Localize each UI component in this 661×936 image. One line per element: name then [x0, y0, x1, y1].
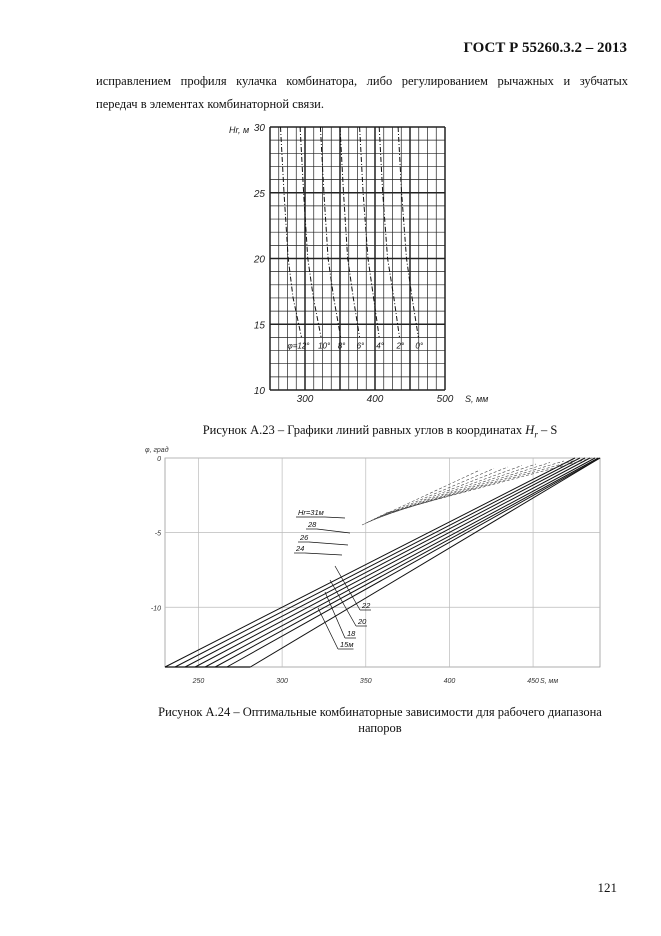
figure-a23-caption-suffix: – S [537, 423, 558, 437]
figure-a24-caption-line-2: напоров [358, 721, 402, 735]
figure-a23-caption-var: H [525, 423, 535, 437]
figure-a24-line [250, 458, 600, 667]
page-number: 121 [597, 880, 617, 895]
figure-a23-ytick: 30 [253, 123, 265, 134]
figure-a23-curve-label: φ=12° [287, 341, 310, 351]
figure-a24-line [205, 458, 595, 667]
figure-a24-lines [165, 458, 600, 667]
figure-a24-line [185, 458, 585, 667]
figure-a24-line [215, 458, 598, 667]
figure-a23-grid [270, 127, 445, 390]
figure-a24-line-label: 26 [300, 533, 309, 542]
figure-a24-caption [130, 704, 630, 736]
figure-a23-curve-label: 2° [396, 341, 405, 351]
figure-a24-xtick: 300 [276, 678, 288, 685]
figure-a23-chart [215, 115, 489, 410]
figure-a23-curve-label: 8° [337, 341, 346, 351]
figure-a24-line [175, 458, 580, 667]
figure-a24-leader [325, 592, 345, 638]
figure-a23-ytick: 20 [253, 254, 265, 266]
figure-a24-line-label: 22 [362, 601, 371, 610]
figure-a24-line [165, 458, 575, 667]
figure-a24-grid [165, 458, 600, 667]
figure-a23-xtick: 300 [296, 394, 314, 405]
figure-a24-line [195, 458, 590, 667]
figure-a24-xlabel: S, мм [540, 678, 559, 685]
figure-a24-leader [335, 566, 360, 610]
figure-a23-caption-sub: r [534, 429, 538, 440]
figure-a23-xtick: 400 [366, 394, 384, 405]
figure-a24-caption-line-1: Рисунок А.24 – Оптимальные комбинаторные зависимости для рабочего диапазона [158, 705, 602, 719]
figure-a24-line-label: Hr=31м [298, 508, 324, 517]
figure-a24-xtick: 450 [527, 678, 539, 685]
figure-a24-ytick: -10 [150, 605, 161, 613]
figure-a24-labels [145, 446, 558, 685]
figure-a24-leader [309, 542, 348, 545]
figure-a24-leader [330, 580, 356, 626]
figure-a24-xtick: 400 [443, 678, 456, 685]
body-line-2: передач в элементах комбинаторной связи. [96, 97, 324, 111]
figure-a23-labels [229, 123, 488, 405]
figure-a24-ytick: 0 [157, 456, 161, 463]
figure-a24-xtick: 250 [192, 678, 205, 685]
figure-a24-line-label: 28 [308, 520, 317, 529]
figure-a23-ytick: 10 [253, 386, 265, 397]
figure-a24-line-label: 18 [347, 629, 356, 638]
body-line-1: исправлением профиля кулачка комбинатора, либо регулированием рычажных и зубчатых [96, 74, 628, 88]
figure-a24-line-label: 20 [358, 617, 367, 626]
figure-a23-curve-label: 0° [415, 341, 424, 351]
figure-a23-ytick: 25 [253, 188, 265, 200]
figure-a24-leader [325, 517, 345, 518]
figure-a23-ylabel: Hr, м [229, 125, 250, 135]
figure-a23-curve-label: 10° [318, 341, 331, 351]
figure-a24-frame [165, 458, 600, 667]
figure-a24-line-label: 24 [296, 544, 305, 553]
figure-a23-ytick: 15 [253, 320, 265, 332]
figure-a24-line [227, 458, 600, 667]
figure-a24-line-label: 15м [340, 640, 354, 649]
figure-a23-caption-prefix: Рисунок А.23 – Графики линий равных углов в координатах [202, 423, 526, 437]
document-header: ГОСТ Р 55260.3.2 – 2013 [463, 40, 627, 56]
figure-a24-ytick: -5 [154, 530, 161, 538]
figure-a24-leader [305, 553, 342, 555]
figure-a24-xtick: 350 [359, 678, 372, 685]
figure-a24-chart [140, 438, 610, 690]
figure-a23-curve-label: 4° [376, 341, 384, 351]
figure-a23-curve-label: 6° [356, 341, 365, 351]
body-paragraph [96, 70, 628, 116]
figure-a24-ylabel: φ, град [145, 447, 169, 454]
figure-a23-xtick: 500 [436, 394, 454, 405]
figure-a23-xlabel: S, мм [465, 394, 489, 404]
